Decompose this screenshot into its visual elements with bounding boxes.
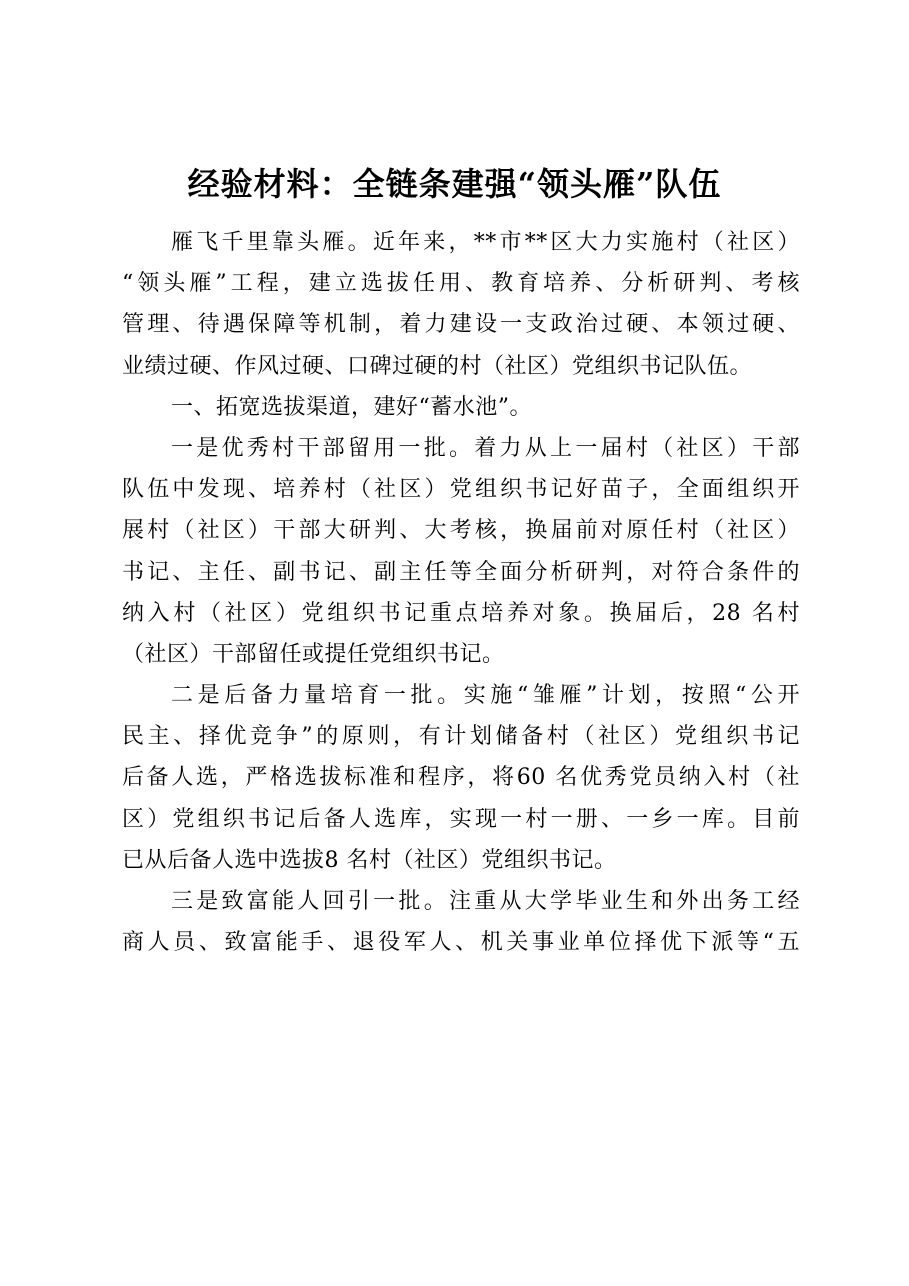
text-line: 队伍中发现、培养村（社区）党组织书记好苗子，全面组织开 (122, 477, 800, 503)
document-title: 经验材料：全链条建强“领头雁”队伍 (187, 165, 722, 203)
text-line: 书记、主任、副书记、副主任等全面分析研判，对符合条件的 (122, 559, 800, 585)
document-body (122, 222, 800, 963)
text-line: 管理、待遇保障等机制，着力建设一支政治过硬、本领过硬、 (122, 312, 800, 338)
paragraph-item-1 (122, 428, 800, 675)
text-line: 商人员、致富能手、退役军人、机关事业单位择优下派等“五 (122, 930, 800, 956)
text-line: 已从后备人选中选拔8 名村（社区）党组织书记。 (122, 847, 617, 873)
text-line: 二是后备力量培育一批。实施“雏雁”计划，按照“公开 (171, 683, 800, 709)
text-line: 三是致富能人回引一批。注重从大学毕业生和外出务工经 (171, 889, 800, 914)
section-heading (122, 387, 800, 428)
text-line: 区）党组织书记后备人选库，实现一村一册、一乡一库。目前 (122, 806, 800, 832)
text-line: 一是优秀村干部留用一批。着力从上一届村（社区）干部 (171, 435, 800, 461)
text-line: “领头雁”工程，建立选拔任用、教育培养、分析研判、考核 (122, 271, 800, 297)
paragraph-item-2 (122, 675, 800, 881)
text-line: 一、拓宽选拔渠道，建好“蓄水池”。 (171, 394, 532, 420)
text-line: 纳入村（社区）党组织书记重点培养对象。换届后，28 名村 (122, 600, 800, 626)
text-line: 业绩过硬、作风过硬、口碑过硬的村（社区）党组织书记队伍。 (122, 353, 753, 379)
paragraph-intro (122, 222, 800, 387)
text-line: 雁飞千里靠头雁。近年来，**市**区大力实施村（社区） (171, 230, 800, 255)
paragraph-item-3 (122, 881, 800, 963)
text-line: 后备人选，严格选拔标准和程序，将60 名优秀党员纳入村（社 (122, 765, 800, 791)
text-line: 展村（社区）干部大研判、大考核，换届前对原任村（社区） (122, 518, 800, 544)
text-line: 民主、择优竞争”的原则，有计划储备村（社区）党组织书记 (122, 724, 800, 750)
text-line: （社区）干部留任或提任党组织书记。 (122, 641, 505, 667)
